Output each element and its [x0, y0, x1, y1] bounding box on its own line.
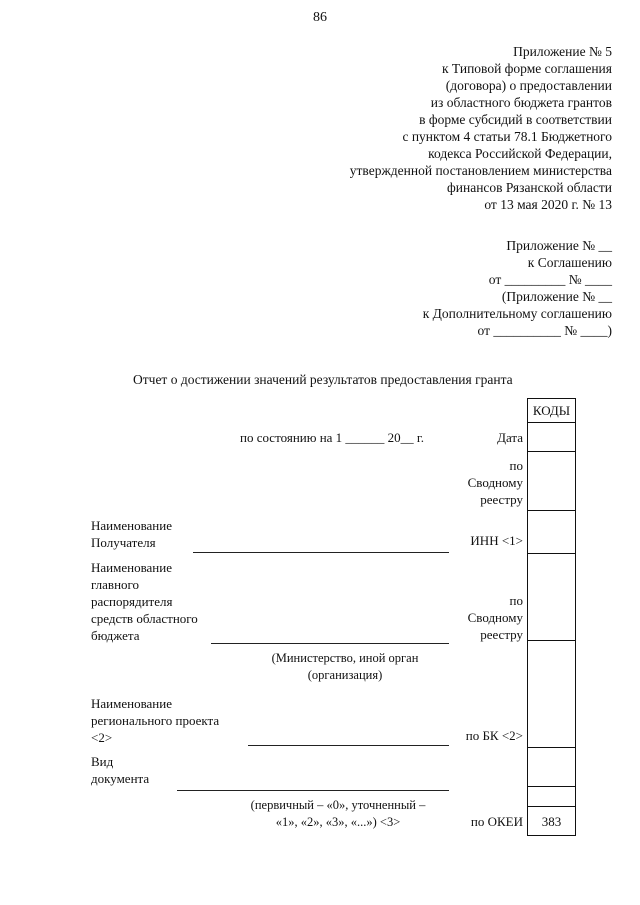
agreement-line: от __________ № ____) — [477, 323, 612, 338]
page-number: 86 — [313, 10, 327, 25]
codes-divider — [527, 422, 576, 423]
main-manager-label: Наименование главного распорядителя средств областного бюджета — [91, 560, 198, 643]
okei-value: 383 — [541, 814, 562, 829]
main-manager-field[interactable] — [211, 643, 449, 644]
agreement-line: от _________ № ____ — [488, 272, 612, 287]
appendix-line: от 13 мая 2020 г. № 13 — [484, 197, 612, 212]
codes-divider — [527, 553, 576, 554]
svodny-reestr-label-2: по Сводному реестру — [467, 593, 523, 642]
svodny-reestr-label-1: по Сводному реестру — [467, 458, 523, 507]
appendix-line: к Типовой форме соглашения — [442, 61, 612, 76]
agreement-line: к Соглашению — [527, 255, 612, 270]
recipient-name-field[interactable] — [193, 552, 449, 553]
codes-divider — [527, 451, 576, 452]
regional-project-field[interactable] — [248, 745, 449, 746]
appendix-line: с пунктом 4 статьи 78.1 Бюджетного — [402, 129, 612, 144]
bk-label: по БК <2> — [465, 728, 523, 743]
codes-header: КОДЫ — [527, 398, 576, 423]
codes-divider — [527, 786, 576, 787]
date-label: Дата — [497, 430, 523, 445]
codes-divider — [527, 835, 576, 836]
codes-divider — [527, 747, 576, 748]
appendix-line: утвержденной постановлением министерства — [349, 163, 612, 178]
agreement-header — [312, 237, 612, 339]
appendix-line: (договора) о предоставлении — [445, 78, 612, 93]
doc-type-note: (первичный – «0», уточненный – «1», «2», «3», «...») <3> — [250, 798, 426, 829]
inn-label: ИНН <1> — [470, 533, 523, 548]
as-of-label: по состоянию на 1 ______ 20__ г. — [240, 430, 425, 445]
appendix-line: Приложение № 5 — [513, 44, 612, 59]
codes-divider — [527, 640, 576, 641]
codes-divider — [527, 806, 576, 807]
regional-project-label: Наименование регионального проекта <2> — [91, 696, 220, 745]
codes-column — [527, 422, 576, 836]
doc-type-field[interactable] — [177, 790, 449, 791]
appendix-line: кодекса Российской Федерации, — [428, 146, 612, 161]
agreement-line: Приложение № __ — [506, 238, 612, 253]
codes-divider — [527, 510, 576, 511]
agreement-line: к Дополнительному соглашению — [422, 306, 612, 321]
ministry-note: (Министерство, иной орган (организация) — [271, 651, 419, 682]
agreement-line: (Приложение № __ — [501, 289, 612, 304]
okei-label: по ОКЕИ — [470, 814, 523, 829]
doc-type-label: Вид документа — [91, 754, 150, 786]
recipient-name-label: Наименование Получателя — [91, 518, 172, 550]
appendix-line: из областного бюджета грантов — [430, 95, 612, 110]
appendix-header — [252, 43, 612, 213]
report-title: Отчет о достижении значений результатов предоставления гранта — [133, 372, 513, 387]
appendix-line: в форме субсидий в соответствии — [419, 112, 612, 127]
appendix-line: финансов Рязанской области — [447, 180, 612, 195]
